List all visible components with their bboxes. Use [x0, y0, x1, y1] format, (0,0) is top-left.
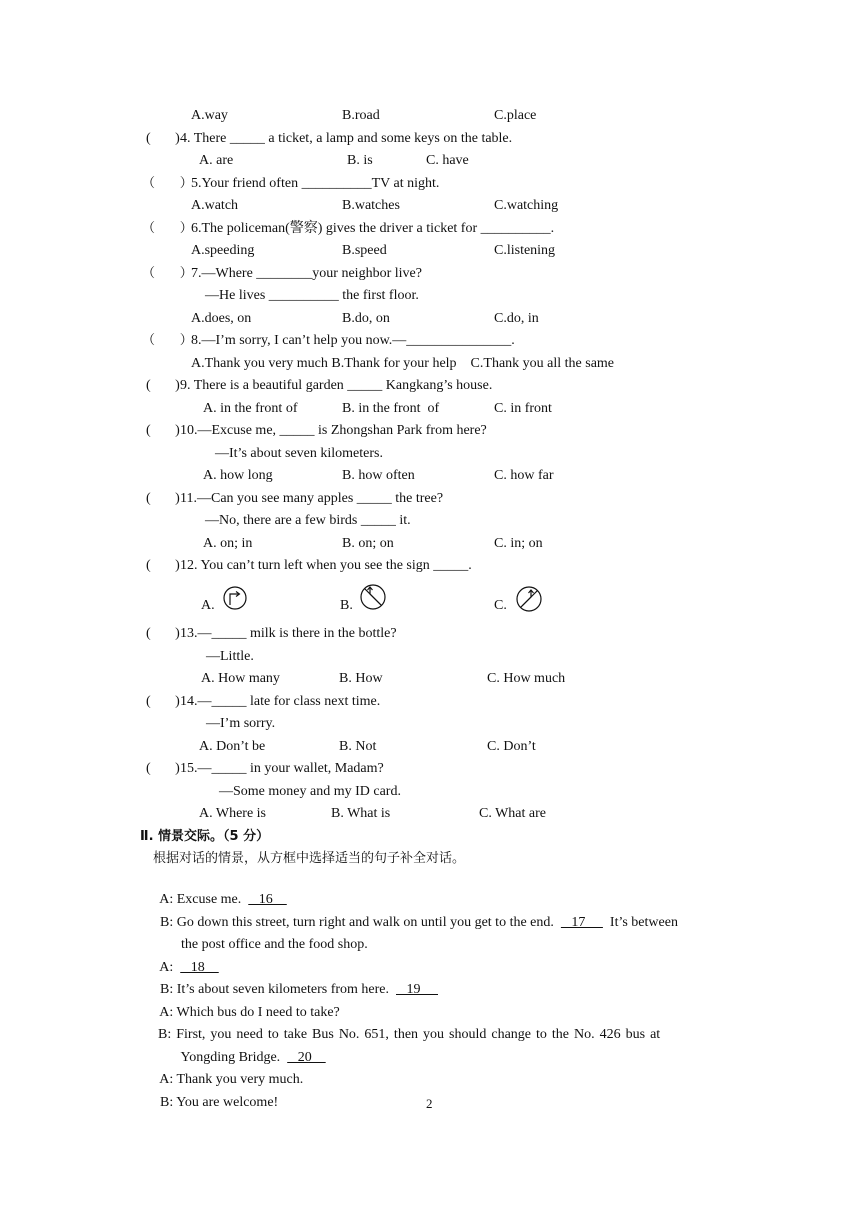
- answer-paren: ( ): [146, 626, 180, 641]
- answer-paren: （ ）: [142, 333, 193, 348]
- q3-option-c: C.place: [494, 108, 537, 123]
- option-c: C.watching: [494, 198, 559, 213]
- question-stem: 4. There _____ a ticket, a lamp and some keys on the table.: [180, 131, 513, 146]
- dialog-text: B: Go down this street, turn right and walk on until you get to the end.: [160, 915, 561, 930]
- dialog-text: A: Which bus do I need to take?: [159, 1005, 340, 1020]
- answer-blank: 17: [560, 915, 603, 930]
- dialog-text: B: First, you need to take Bus No. 651, then you should change to the No. 426 bus at: [158, 1027, 661, 1042]
- answer-paren: ( ): [146, 378, 180, 393]
- answer-paren: ( ): [146, 761, 180, 776]
- dialog-line: [153, 1076, 278, 1112]
- option-b: B. on; on: [342, 536, 394, 551]
- section-instruction: 根据对话的情景，从方框中选择适当的句子补全对话。: [153, 851, 466, 866]
- option-c: C.listening: [494, 243, 556, 258]
- no-left-turn-sign-icon: [515, 585, 543, 613]
- question-stem: 7.—Where ________your neighbor live?: [191, 266, 422, 281]
- answer-paren: ( ): [146, 131, 180, 146]
- option-b: B.: [340, 598, 353, 613]
- question-stem: 5.Your friend often __________TV at night.: [191, 176, 440, 191]
- option-b: B. How: [339, 671, 383, 686]
- question-stem: 13.—_____ milk is there in the bottle?: [180, 626, 397, 641]
- question-stem: 6.The policeman(警察) gives the driver a ticket for __________.: [191, 221, 555, 236]
- question-line2: —Some money and my ID card.: [219, 784, 401, 799]
- answer-blank: 18: [180, 960, 219, 975]
- no-left-turn-sign-icon: [359, 583, 387, 611]
- option-c: C.do, in: [494, 311, 539, 326]
- question-line2: —It’s about seven kilometers.: [215, 446, 383, 461]
- no-right-turn-sign-icon: [222, 585, 248, 611]
- answer-paren: ( ): [146, 694, 180, 709]
- question-stem: 14.—_____ late for class next time.: [180, 694, 381, 709]
- question-line2: —No, there are a few birds _____ it.: [205, 513, 411, 528]
- answer-paren: （ ）: [142, 266, 193, 281]
- dialog-text: It’s between: [602, 915, 678, 930]
- dialog-text: B: It’s about seven kilometers from here.: [160, 982, 396, 997]
- question-stem: 15.—_____ in your wallet, Madam?: [180, 761, 384, 776]
- question-stem: 10.—Excuse me, _____ is Zhongshan Park from here?: [180, 423, 487, 438]
- option-a: A.watch: [191, 198, 239, 213]
- option-b: B.do, on: [342, 311, 390, 326]
- option-b: B.watches: [342, 198, 400, 213]
- answer-paren: ( ): [146, 423, 180, 438]
- dialog-text: A: Excuse me.: [159, 892, 249, 907]
- option-c: C. how far: [494, 468, 554, 483]
- option-a: A. in the front of: [203, 401, 298, 416]
- answer-paren: ( ): [146, 558, 180, 573]
- options-line: A.Thank you very much B.Thank for your help C.Thank you all the same: [191, 356, 615, 371]
- answer-paren: （ ）: [142, 221, 193, 236]
- q3-option-a: A.way: [191, 108, 228, 123]
- option-a: A.: [201, 598, 215, 613]
- question-stem: 12. You can’t turn left when you see the sign _____.: [180, 558, 472, 573]
- option-b: B.speed: [342, 243, 387, 258]
- question-line2: —He lives __________ the first floor.: [205, 288, 419, 303]
- option-a: A.speeding: [191, 243, 255, 258]
- option-c: C. How much: [487, 671, 566, 686]
- option-c: C. What are: [479, 806, 546, 821]
- option-c: C. have: [426, 153, 469, 168]
- option-a: A. How many: [201, 671, 280, 686]
- dialog-text: the post office and the food shop.: [181, 937, 368, 952]
- option-a: A. on; in: [203, 536, 253, 551]
- option-b: B. is: [347, 153, 373, 168]
- option-a: A. are: [199, 153, 234, 168]
- answer-blank: 16: [248, 892, 287, 907]
- question-stem: 11.—Can you see many apples _____ the tree?: [180, 491, 444, 506]
- option-a: A.does, on: [191, 311, 252, 326]
- dialog-text: B: You are welcome!: [160, 1095, 279, 1110]
- option-c: C.: [494, 598, 507, 613]
- q3-option-b: B.road: [342, 108, 380, 123]
- dialog-text: Yongding Bridge.: [180, 1050, 288, 1065]
- question-stem: 8.—I’m sorry, I can’t help you now.—_______________.: [191, 333, 515, 348]
- answer-blank: 20: [287, 1050, 326, 1065]
- option-b: B. in the front of: [342, 401, 440, 416]
- section-title: Ⅱ. 情景交际。（5 分）: [140, 829, 270, 844]
- answer-paren: （ ）: [142, 176, 193, 191]
- option-c: C. in; on: [494, 536, 543, 551]
- question-stem: 9. There is a beautiful garden _____ Kangkang’s house.: [180, 378, 493, 393]
- option-b: B. how often: [342, 468, 415, 483]
- option-b: B. What is: [331, 806, 391, 821]
- option-c: C. Don’t: [487, 739, 536, 754]
- page-number: 2: [426, 1096, 433, 1111]
- question-line2: —Little.: [206, 649, 254, 664]
- option-b: B. Not: [339, 739, 377, 754]
- dialog-text: A:: [159, 960, 181, 975]
- dialog-text: A: Thank you very much.: [159, 1072, 304, 1087]
- question-line2: —I’m sorry.: [206, 716, 276, 731]
- option-c: C. in front: [494, 401, 552, 416]
- option-a: A. Don’t be: [199, 739, 266, 754]
- answer-paren: ( ): [146, 491, 180, 506]
- option-a: A. how long: [203, 468, 273, 483]
- answer-blank: 19: [396, 982, 438, 997]
- option-a: A. Where is: [199, 806, 266, 821]
